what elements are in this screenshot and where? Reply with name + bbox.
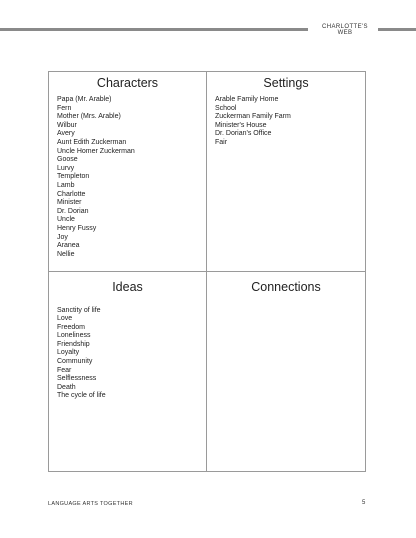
setting-item: Minister's House — [215, 121, 267, 129]
page-number: 5 — [362, 500, 366, 506]
character-item: Templeton — [57, 173, 90, 181]
character-item: Papa (Mr. Arable) — [57, 96, 112, 103]
connections-quadrant — [207, 272, 365, 472]
settings-quadrant — [207, 72, 365, 272]
character-item: Wilbur — [57, 121, 77, 129]
characters-quadrant — [49, 72, 207, 272]
story-elements-grid — [48, 71, 366, 472]
characters-list — [49, 96, 206, 259]
footer-book-title: LANGUAGE ARTS TOGETHER — [48, 501, 133, 507]
settings-heading: Settings — [263, 76, 309, 90]
character-item: Aunt Edith Zuckerman — [57, 138, 127, 146]
idea-item: Selflessness — [57, 375, 97, 383]
character-item: Uncle Homer Zuckerman — [57, 147, 135, 155]
character-item: Goose — [57, 156, 78, 164]
ideas-quadrant — [49, 272, 207, 472]
character-item: Joy — [57, 233, 68, 241]
character-item: Nellie — [57, 250, 75, 258]
ideas-heading: Ideas — [112, 279, 143, 294]
idea-item: Love — [57, 315, 73, 323]
setting-item: School — [215, 104, 237, 112]
character-item: Fern — [57, 104, 72, 112]
character-item: Mother (Mrs. Arable) — [57, 113, 121, 121]
character-item: Uncle — [57, 216, 75, 224]
character-item: Lurvy — [57, 164, 75, 172]
idea-item: Death — [57, 383, 76, 391]
character-item: Charlotte — [57, 190, 86, 198]
running-header-title: CHARLOTTE'S WEB — [322, 24, 368, 36]
character-item: Henry Fussy — [57, 224, 97, 232]
idea-item: The cycle of life — [57, 392, 106, 400]
character-item: Dr. Dorian — [57, 207, 89, 215]
character-item: Aranea — [57, 242, 80, 250]
idea-item: Loyalty — [57, 349, 80, 357]
idea-item: Freedom — [57, 323, 86, 331]
idea-item: Friendship — [57, 340, 90, 348]
header-rule-left — [0, 28, 308, 31]
connections-heading: Connections — [251, 279, 321, 294]
character-item: Minister — [57, 199, 82, 207]
character-item: Avery — [57, 130, 75, 138]
idea-item: Sanctity of life — [57, 306, 101, 314]
settings-list — [207, 96, 365, 148]
characters-heading: Characters — [96, 76, 159, 90]
idea-item: Community — [57, 358, 93, 366]
setting-item: Zuckerman Family Farm — [215, 113, 291, 121]
setting-item: Dr. Dorian's Office — [215, 130, 272, 138]
character-item: Lamb — [57, 181, 75, 189]
idea-item: Loneliness — [57, 332, 91, 340]
header-rule-right — [378, 28, 416, 31]
setting-item: Arable Family Home — [215, 96, 279, 103]
ideas-list — [49, 307, 206, 402]
setting-item: Fair — [215, 138, 228, 146]
idea-item: Fear — [57, 366, 72, 374]
